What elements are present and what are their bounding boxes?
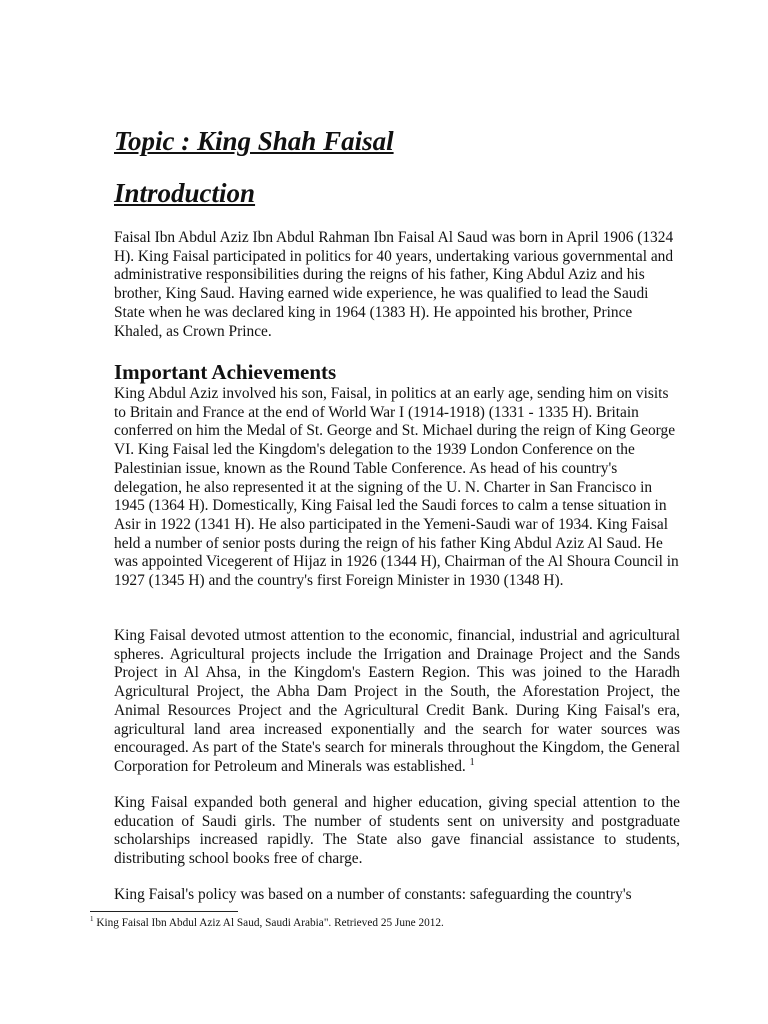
footnote-text: King Faisal Ibn Abdul Aziz Al Saud, Saudi Arabia". Retrieved 25 June 2012. <box>96 917 444 929</box>
footnote-separator <box>90 911 238 912</box>
introduction-paragraph: Faisal Ibn Abdul Aziz Ibn Abdul Rahman Ibn Faisal Al Saud was born in April 1906 (1324 H). King Faisal participated in politics for 40 years, undertaking various governmental and administrative responsibilities during the reigns of his father, King Abdul Aziz and his brother, King Saud. Having earned wide experience, he was qualified to lead the Saudi State when he was declared king in 1964 (1383 H). He appointed his brother, Prince Khaled, as Crown Prince. <box>114 229 674 340</box>
achievements-paragraph-2-text: King Faisal devoted utmost attention to the economic, financial, industrial and agricultural spheres. Agricultural projects include the Irrigation and Drainage Project and the Sands Project in Al Ahsa, in the Kingdom's Eastern Region. This was joined to the Haradh Agricultural Project, the Abha Dam Project in the South, the Aforestation Project, the Animal Resources Project and the Agricultural Credit Bank. During King Faisal's era, agricultural land area increased exponentially and the search for water sources was encouraged. As part of the State's search for minerals throughout the Kingdom, the General Corporation for Petroleum and Minerals was established. <box>114 627 680 775</box>
page-title: Topic : King Shah Faisal <box>114 126 394 156</box>
achievements-paragraph-3: King Faisal expanded both general and higher education, giving special attention to the education of Saudi girls. The number of students sent on university and postgraduate scholarships increased rapidly. The State also gave financial assistance to students, distributing school books free of charge. <box>114 794 680 868</box>
achievements-paragraph-4: King Faisal's policy was based on a number of constants: safeguarding the country's <box>114 886 632 903</box>
achievements-heading: Important Achievements <box>114 360 337 384</box>
footnote <box>90 917 444 929</box>
achievements-paragraph-1: King Abdul Aziz involved his son, Faisal, in politics at an early age, sending him on visits to Britain and France at the end of World War I (1914-1918) (1331 - 1335 H). Britain conferred on him the Medal of St. George and St. Michael during the reign of King George VI. King Faisal led the Kingdom's delegation to the 1939 London Conference on the Palestinian issue, known as the Round Table Conference. As head of his country's delegation, he also represented it at the signing of the U. N. Charter in San Francisco in 1945 (1364 H). Domestically, King Faisal led the Saudi forces to calm a tense situation in Asir in 1922 (1341 H). He also participated in the Yemeni-Saudi war of 1934. King Faisal held a number of senior posts during the reign of his father King Abdul Aziz Al Saud. He was appointed Vicegerent of Hijaz in 1926 (1344 H), Chairman of the Al Shoura Council in 1927 (1345 H) and the country's first Foreign Minister in 1930 (1348 H). <box>114 385 679 590</box>
footnote-marker: 1 <box>90 915 94 924</box>
introduction-heading: Introduction <box>114 178 256 208</box>
achievements-paragraph-2 <box>114 627 680 777</box>
footnote-reference[interactable]: 1 <box>469 756 475 768</box>
